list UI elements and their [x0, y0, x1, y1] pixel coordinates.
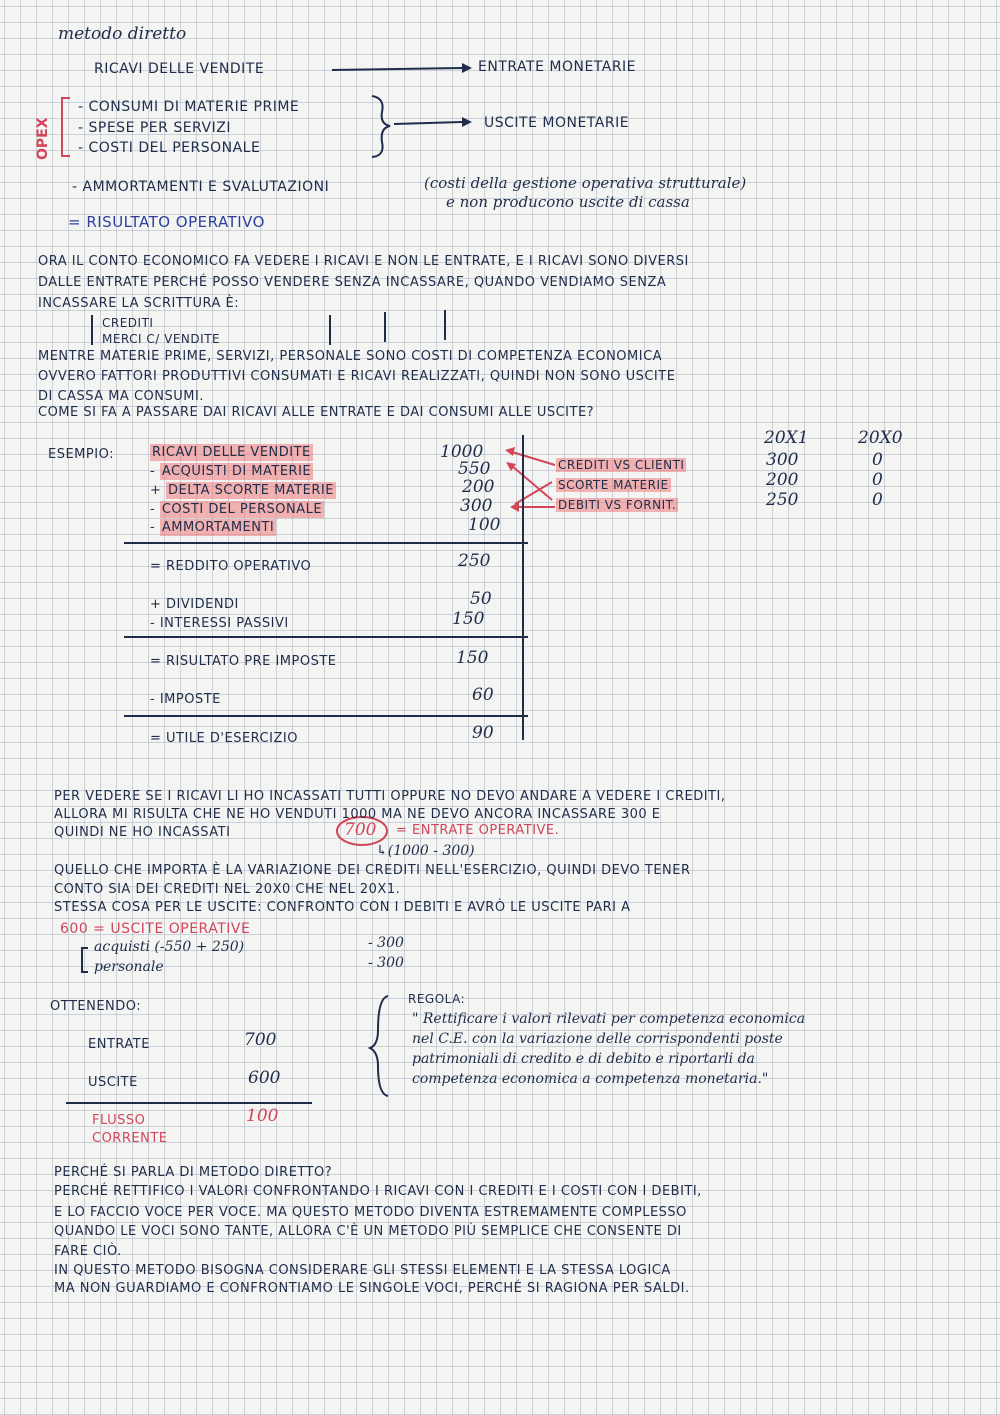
- acquisti-value: - 300: [368, 935, 404, 951]
- row-label: AMMORTAMENTI: [161, 520, 275, 535]
- intro-line-4: MENTRE MATERIE PRIME, SERVIZI, PERSONALE SONO COSTI DI COMPETENZA ECONOMICA: [38, 349, 663, 364]
- flusso-value: 100: [246, 1106, 279, 1126]
- personale-label: personale: [94, 959, 164, 975]
- debiti-fornitori-label: DEBITI VS FORNIT.: [558, 498, 677, 512]
- opex-label: OPEX: [35, 117, 51, 160]
- row-sign: -: [150, 464, 156, 479]
- row-value: 100: [468, 515, 501, 535]
- explanation-line-2: ALLORA MI RISULTA CHE NE HO VENDUTI 1000 MA NE DEVO ANCORA INCASSARE 300 E: [54, 807, 661, 822]
- explanation-line-6: STESSA COSA PER LE USCITE: CONFRONTO CON I DEBITI E AVRÒ LE USCITE PARI A: [54, 900, 631, 915]
- reddito-operativo-label: = REDDITO OPERATIVO: [150, 559, 312, 574]
- explanation-line-3a: QUINDI NE HO INCASSATI: [54, 825, 231, 840]
- debiti-20x1: 250: [766, 490, 799, 510]
- col-20x0-header: 20X0: [858, 428, 903, 448]
- conclusion-line-3: E LO FACCIO VOCE PER VOCE. MA QUESTO METODO DIVENTA ESTREMAMENTE COMPLESSO: [54, 1205, 687, 1220]
- regola-title: REGOLA:: [408, 992, 466, 1006]
- regola-line-3: patrimoniali di credito e di debito e riportarli da: [412, 1051, 755, 1067]
- ammortamenti-label: - AMMORTAMENTI E SVALUTAZIONI: [72, 179, 330, 195]
- row-value: 550: [458, 459, 491, 479]
- explanation-line-4: QUELLO CHE IMPORTA È LA VARIAZIONE DEI CREDITI NELL'ESERCIZIO, QUINDI DEVO TENER: [54, 863, 691, 878]
- conclusion-line-4: QUANDO LE VOCI SONO TANTE, ALLORA C'È UN METODO PIÙ SEMPLICE CHE CONSENTE DI: [54, 1224, 682, 1239]
- reddito-operativo-value: 250: [458, 551, 491, 571]
- row-label: RICAVI DELLE VENDITE: [152, 445, 311, 460]
- dividendi-value: 50: [470, 589, 492, 609]
- row-sign: +: [150, 483, 162, 498]
- imposte-label: - IMPOSTE: [150, 692, 221, 707]
- table-vertical-rule: [522, 435, 524, 740]
- scorte-materie-label: SCORTE MATERIE: [558, 478, 669, 492]
- row-label: COSTI DEL PERSONALE: [161, 502, 323, 517]
- crediti-20x0: 0: [872, 450, 883, 470]
- example-label: ESEMPIO:: [48, 447, 114, 462]
- row-value: 200: [462, 477, 495, 497]
- example-row: [150, 503, 324, 516]
- conclusion-line-1: PERCHÉ SI PARLA DI METODO DIRETTO?: [54, 1165, 333, 1180]
- intro-line-1: ORA IL CONTO ECONOMICO FA VEDERE I RICAVI E NON LE ENTRATE, E I RICAVI SONO DIVERSI: [38, 254, 689, 269]
- intro-line-3: INCASSARE LA SCRITTURA È:: [38, 296, 240, 311]
- row-label: DELTA SCORTE MATERIE: [168, 483, 334, 498]
- table-rule-1: [124, 542, 528, 544]
- uscite-monetarie-label: USCITE MONETARIE: [484, 115, 630, 131]
- risultato-ante-value: 150: [456, 648, 489, 668]
- uscite-operative-label: 600 = USCITE OPERATIVE: [60, 921, 251, 937]
- example-row: [150, 465, 313, 478]
- row-sign: -: [150, 502, 156, 517]
- crediti-clienti-label: CREDITI VS CLIENTI: [558, 458, 685, 472]
- flusso-label-2: CORRENTE: [92, 1131, 168, 1146]
- costi-label: - COSTI DEL PERSONALE: [78, 140, 261, 156]
- journal-merci: MERCI C/ VENDITE: [102, 332, 221, 346]
- row-sign: -: [150, 520, 156, 535]
- scorte-20x1: 200: [766, 470, 799, 490]
- crediti-20x1: 300: [766, 450, 799, 470]
- interessi-value: 150: [452, 609, 485, 629]
- consumi-label: - CONSUMI DI MATERIE PRIME: [78, 99, 300, 115]
- result-rule: [66, 1102, 312, 1104]
- table-rule-3: [124, 715, 528, 717]
- col-20x1-header: 20X1: [764, 428, 809, 448]
- regola-line-4: competenza economica a competenza monetaria.": [412, 1071, 769, 1087]
- flusso-label-1: FLUSSO: [92, 1113, 146, 1128]
- risultato-operativo-label: = RISULTATO OPERATIVO: [68, 213, 265, 231]
- uscite-label: USCITE: [88, 1075, 138, 1090]
- entrate-operative-circled: 700: [344, 820, 377, 840]
- ammortamenti-note-2: e non producono uscite di cassa: [446, 193, 690, 211]
- entrate-label: ENTRATE: [88, 1037, 150, 1052]
- regola-line-1: " Rettificare i valori rilevati per competenza economica: [412, 1011, 806, 1027]
- intro-line-5: OVVERO FATTORI PRODUTTIVI CONSUMATI E RICAVI REALIZZATI, QUINDI NON SONO USCITE: [38, 369, 676, 384]
- example-row: [150, 484, 336, 497]
- intro-line-2: DALLE ENTRATE PERCHÉ POSSO VENDERE SENZA INCASSARE, QUANDO VENDIAMO SENZA: [38, 275, 667, 290]
- spese-label: - SPESE PER SERVIZI: [78, 120, 231, 136]
- conclusion-line-6: IN QUESTO METODO BISOGNA CONSIDERARE GLI STESSI ELEMENTI E LA STESSA LOGICA: [54, 1263, 671, 1278]
- explanation-line-1: PER VEDERE SE I RICAVI LI HO INCASSATI TUTTI OPPURE NO DEVO ANDARE A VEDERE I CREDITI,: [54, 789, 726, 804]
- explanation-line-5: CONTO SIA DEI CREDITI NEL 20X0 CHE NEL 20X1.: [54, 882, 401, 897]
- example-row: [150, 521, 276, 534]
- table-rule-2: [124, 636, 528, 638]
- row-value: 300: [460, 496, 493, 516]
- example-row: [150, 446, 313, 459]
- utile-value: 90: [472, 723, 494, 743]
- row-label: ACQUISTI DI MATERIE: [161, 464, 312, 479]
- imposte-value: 60: [472, 685, 494, 705]
- ricavi-label: RICAVI DELLE VENDITE: [94, 61, 265, 77]
- interessi-label: - INTERESSI PASSIVI: [150, 616, 289, 631]
- conclusion-line-2: PERCHÉ RETTIFICO I VALORI CONFRONTANDO I RICAVI CON I CREDITI E I COSTI CON I DEBITI,: [54, 1184, 702, 1199]
- debiti-20x0: 0: [872, 490, 883, 510]
- entrate-calc: ↳(1000 - 300): [376, 843, 475, 859]
- regola-line-2: nel C.E. con la variazione delle corrispondenti poste: [412, 1031, 783, 1047]
- conclusion-line-5: FARE CIÒ.: [54, 1244, 122, 1259]
- scorte-20x0: 0: [872, 470, 883, 490]
- entrate-monetarie-label: ENTRATE MONETARIE: [478, 59, 637, 75]
- conclusion-line-7: MA NON GUARDIAMO E CONFRONTIAMO LE SINGOLE VOCI, PERCHÉ SI RAGIONA PER SALDI.: [54, 1281, 690, 1296]
- utile-label: = UTILE D'ESERCIZIO: [150, 731, 298, 746]
- personale-value: - 300: [368, 955, 404, 971]
- journal-crediti: CREDITI: [102, 316, 154, 330]
- page-title: metodo diretto: [58, 24, 187, 44]
- ammortamenti-note-1: (costi della gestione operativa strutturale): [424, 174, 747, 192]
- intro-line-7: COME SI FA A PASSARE DAI RICAVI ALLE ENTRATE E DAI CONSUMI ALLE USCITE?: [38, 405, 595, 420]
- intro-line-6: DI CASSA MA CONSUMI.: [38, 389, 204, 404]
- uscite-value: 600: [248, 1068, 281, 1088]
- ottenendo-label: OTTENENDO:: [50, 999, 142, 1014]
- entrate-operative-label: = ENTRATE OPERATIVE.: [396, 823, 560, 838]
- risultato-ante-label: = RISULTATO PRE IMPOSTE: [150, 654, 337, 669]
- row-value: 1000: [440, 442, 484, 462]
- acquisti-calc: acquisti (-550 + 250): [94, 939, 245, 955]
- dividendi-label: + DIVIDENDI: [150, 597, 239, 612]
- entrate-value: 700: [244, 1030, 277, 1050]
